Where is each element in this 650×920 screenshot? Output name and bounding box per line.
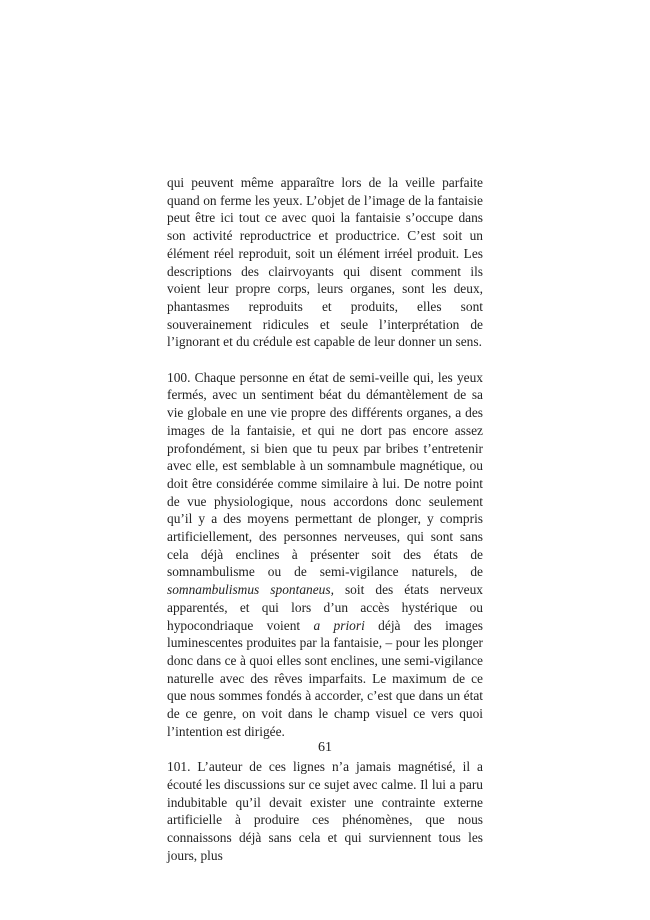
paragraph-100-italic-b: a priori: [313, 617, 365, 633]
page-number: 61: [318, 740, 332, 755]
paragraph-100-text-a: 100. Chaque personne en état de semi-veille qui, les yeux fermés, avec un sentiment béat du démantèlement de sa vie globale en une vie propre des différents organes, a des images de la fantaisie, et qui ne dort pas encore assez profondément, si bien que tu peux par bribes t’entretenir avec elle, est semblable à un somnambule magnétique, ou doit être considérée comme similaire à lui. De notre point de vue physiologique, nous accordons donc seulement qu’il y a des moyens permettant de plonger, y compris artificiellement, des personnes nerveuses, qui sont sans cela déjà enclines à présenter soit des états de somnambulisme ou de semi-vigilance naturels, de: [167, 369, 483, 580]
paragraph-continuation: qui peuvent même apparaître lors de la veille parfaite quand on ferme les yeux. L’objet de l’image de la fantaisie peut être ici tout ce avec quoi la fantaisie s’occupe dans son activité reproductrice et productrice. C’est soit un élément réel reproduit, soit un élément irréel produit. Les descriptions des clairvoyants qui disent comment ils voient leur propre corps, leurs organes, sont les deux, phantasmes reproduits et produits, elles sont souverainement ridicules et seule l’interprétation de l’ignorant et du crédule est capable de leur donner un sens.: [167, 175, 483, 350]
body-text: [167, 174, 483, 864]
paragraph-100-text-b: soit des états nerveux apparentés, et qui lors d’un accès hystérique ou hypocondriaque voient: [167, 582, 483, 633]
paragraph-100: [167, 369, 483, 741]
paragraph-100-italic-a: somnambulismus spontaneus,: [167, 582, 334, 598]
paragraph-100-text-c: déjà des images luminescentes produites par la fantaisie, – pour les plonger donc dans ce à quoi elles sont enclines, une semi-vigilance naturelle avec des rêves imparfaits. Le maximum de ce que nous sommes fondés à accorder, c’est que dans un état de ce genre, on voit dans le champ visuel ce vers quoi l’intention est dirigée.: [167, 617, 484, 739]
paragraph-101: 101. L’auteur de ces lignes n’a jamais magnétisé, il a écouté les discussions sur ce sujet avec calme. Il lui a paru indubitable qu’il devait exister une contrainte externe artificielle à produire ces phénomènes, que nous connaissons déjà sans cela et qui surviennent tous les jours, plus: [167, 759, 483, 863]
